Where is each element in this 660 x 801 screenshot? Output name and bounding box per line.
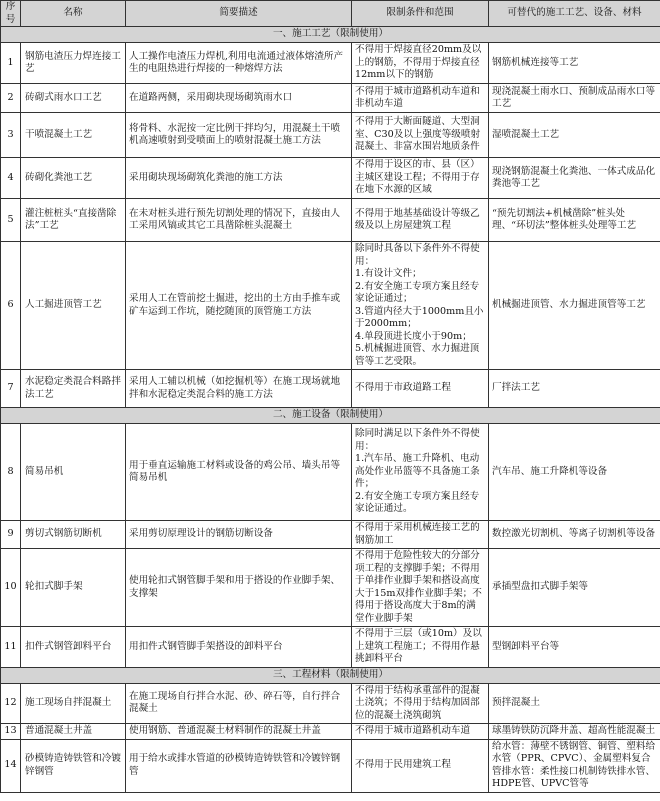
row-name: 扣件式钢管卸料平台 [21,627,126,668]
row-alternative: 给水管：薄壁不锈钢管、铜管、塑料给水管（PPR、CPVC）、金属塑料复合管排水管：柔性接口机制铸铁排水管、HDPE管、UPVC管等 [489,739,660,792]
row-description: 将骨料、水泥按一定比例干拌均匀，用混凝土干喷机高速喷射到受喷面上的喷射混凝土施工方法 [126,113,352,158]
row-number: 5 [1,199,21,242]
row-limit: 不得用于结构承重部件的混凝土浇筑；不得用于结构加固部位的混凝土浇筑砌筑 [352,683,489,724]
section-title: 二、施工设备（限制使用） [1,408,660,424]
row-name: 砖砌化粪池工艺 [21,158,126,199]
row-description: 在施工现场自行拌合水泥、砂、碎石等，自行拌合混凝土 [126,683,352,724]
row-alternative: 承插型盘扣式脚手架等 [489,549,660,627]
row-name: 施工现场自拌混凝土 [21,683,126,724]
row-name: 砂模铸造铸铁管和冷镀锌钢管 [21,739,126,792]
row-number: 3 [1,113,21,158]
row-alternative: 现浇钢筋混凝土化粪池、一体式成品化粪池等工艺 [489,158,660,199]
row-name: 轮扣式脚手架 [21,549,126,627]
row-alternative: 厂拌法工艺 [489,370,660,408]
row-name: 砖砌式雨水口工艺 [21,84,126,113]
row-limit: 不得用于大断面隧道、大型洞室、C30及以上强度等级喷射混凝土、非富水围岩地质条件 [352,113,489,158]
table-header-row [1,1,660,27]
table-body [1,27,660,793]
header-alternative: 可替代的施工工艺、设备、材料 [489,1,660,27]
row-limit: 不得用于设区的市、县（区）主城区建设工程；不得用于存在地下水源的区域 [352,158,489,199]
row-description: 在道路两侧，采用砌块现场砌筑雨水口 [126,84,352,113]
header-no: 序号 [1,1,21,27]
row-name: 简易吊机 [21,424,126,521]
row-description: 用扣件式钢管脚手架搭设的卸料平台 [126,627,352,668]
row-number: 2 [1,84,21,113]
row-limit: 除同时满足以下条件外不得使用： 1.汽车吊、施工升降机、电动高处作业吊篮等不具备施工条件； 2.有安全施工专项方案且经专家论证通过。 [352,424,489,521]
table-row [1,739,660,792]
row-limit: 不得用于民用建筑工程 [352,739,489,792]
row-number: 11 [1,627,21,668]
table-row [1,370,660,408]
row-description: 人工操作电渣压力焊机,利用电流通过液体熔渣所产生的电阻热进行焊接的一种熔焊方法 [126,43,352,84]
row-number: 4 [1,158,21,199]
row-limit: 不得用于危险性较大的分部分项工程的支撑脚手架；不得用于单排作业脚手架和搭设高度大于15m双排作业脚手架；不得用于搭设高度大于8m的满堂作业脚手架 [352,549,489,627]
row-limit: 不得用于焊接直径20mm及以上的钢筋，不得用于焊接直径12mm以下的钢筋 [352,43,489,84]
row-description: 采用砌块现场砌筑化粪池的施工方法 [126,158,352,199]
row-limit: 除同时具备以下条件外不得使用： 1.有设计文件； 2.有安全施工专项方案且经专家论证通过； 3.管道内径大于1000mm且小于2000mm； 4.单段顶进长度小于90m； 5.机械掘进顶管、水力掘进顶管等工艺受限。 [352,242,489,370]
row-alternative: 预拌混凝土 [489,683,660,724]
row-limit: 不得用于城市道路机动车道 [352,724,489,740]
row-alternative: 球墨铸铁防沉降井盖、超高性能混凝土 [489,724,660,740]
table-row [1,424,660,521]
row-description: 使用钢筋、普通混凝土材料制作的混凝土井盖 [126,724,352,740]
table-row [1,549,660,627]
row-description: 采用人工在管前挖土掘进，挖出的土方由手推车或矿车运到工作坑，随挖随顶的顶管施工方法 [126,242,352,370]
row-alternative: 汽车吊、施工升降机等设备 [489,424,660,521]
row-alternative: 机械掘进顶管、水力掘进顶管等工艺 [489,242,660,370]
row-number: 13 [1,724,21,740]
row-alternative: 湿喷混凝土工艺 [489,113,660,158]
row-number: 14 [1,739,21,792]
table-row [1,43,660,84]
row-number: 10 [1,549,21,627]
table-row [1,627,660,668]
row-description: 用于给水或排水管道的砂模铸造铸铁管和冷镀锌钢管 [126,739,352,792]
section-title: 一、施工工艺（限制使用） [1,27,660,43]
row-number: 1 [1,43,21,84]
row-name: 剪切式钢筋切断机 [21,521,126,549]
row-alternative: 数控激光切割机、等离子切割机等设备 [489,521,660,549]
table-row [1,113,660,158]
section-header-row [1,27,660,43]
row-limit: 不得用于城市道路机动车道和非机动车道 [352,84,489,113]
row-alternative: 钢筋机械连接等工艺 [489,43,660,84]
header-limit: 限制条件和范围 [352,1,489,27]
row-number: 6 [1,242,21,370]
section-header-row [1,667,660,683]
header-description: 简要描述 [126,1,352,27]
row-limit: 不得用于市政道路工程 [352,370,489,408]
table-row [1,683,660,724]
row-limit: 不得用于采用机械连接工艺的钢筋加工 [352,521,489,549]
header-name: 名称 [21,1,126,27]
section-title: 三、工程材料（限制使用） [1,667,660,683]
row-description: 在未对桩头进行预先切割处理的情况下，直接由人工采用风镐或其它工具凿除桩头混凝土 [126,199,352,242]
table-row [1,84,660,113]
row-name: 人工掘进顶管工艺 [21,242,126,370]
row-description: 使用轮扣式钢管脚手架和用于搭设的作业脚手架、支撑架 [126,549,352,627]
row-description: 采用剪切原理设计的钢筋切断设备 [126,521,352,549]
section-header-row [1,408,660,424]
row-limit: 不得用于地基基础设计等级乙级及以上房屋建筑工程 [352,199,489,242]
row-alternative: “预先切割法+机械凿除”桩头处理、“环切法”整体桩头处理等工艺 [489,199,660,242]
table-row [1,158,660,199]
row-name: 水泥稳定类混合料路拌法工艺 [21,370,126,408]
row-number: 12 [1,683,21,724]
row-name: 干喷混凝土工艺 [21,113,126,158]
table-row [1,521,660,549]
table-row [1,724,660,740]
row-name: 钢筋电渣压力焊连接工艺 [21,43,126,84]
row-description: 用于垂直运输施工材料或设备的鸡公吊、墙头吊等简易吊机 [126,424,352,521]
row-name: 普通混凝土井盖 [21,724,126,740]
row-number: 7 [1,370,21,408]
row-name: 灌注桩桩头“直接凿除法”工艺 [21,199,126,242]
row-alternative: 现浇混凝土雨水口、预制成品雨水口等工艺 [489,84,660,113]
row-number: 9 [1,521,21,549]
row-description: 采用人工辅以机械（如挖掘机等）在施工现场就地拌和水泥稳定类混合料的施工方法 [126,370,352,408]
table-row [1,242,660,370]
row-limit: 不得用于三层（或10m）及以上建筑工程施工；不得用作悬挑卸料平台 [352,627,489,668]
row-alternative: 型钢卸料平台等 [489,627,660,668]
row-number: 8 [1,424,21,521]
table-row [1,199,660,242]
